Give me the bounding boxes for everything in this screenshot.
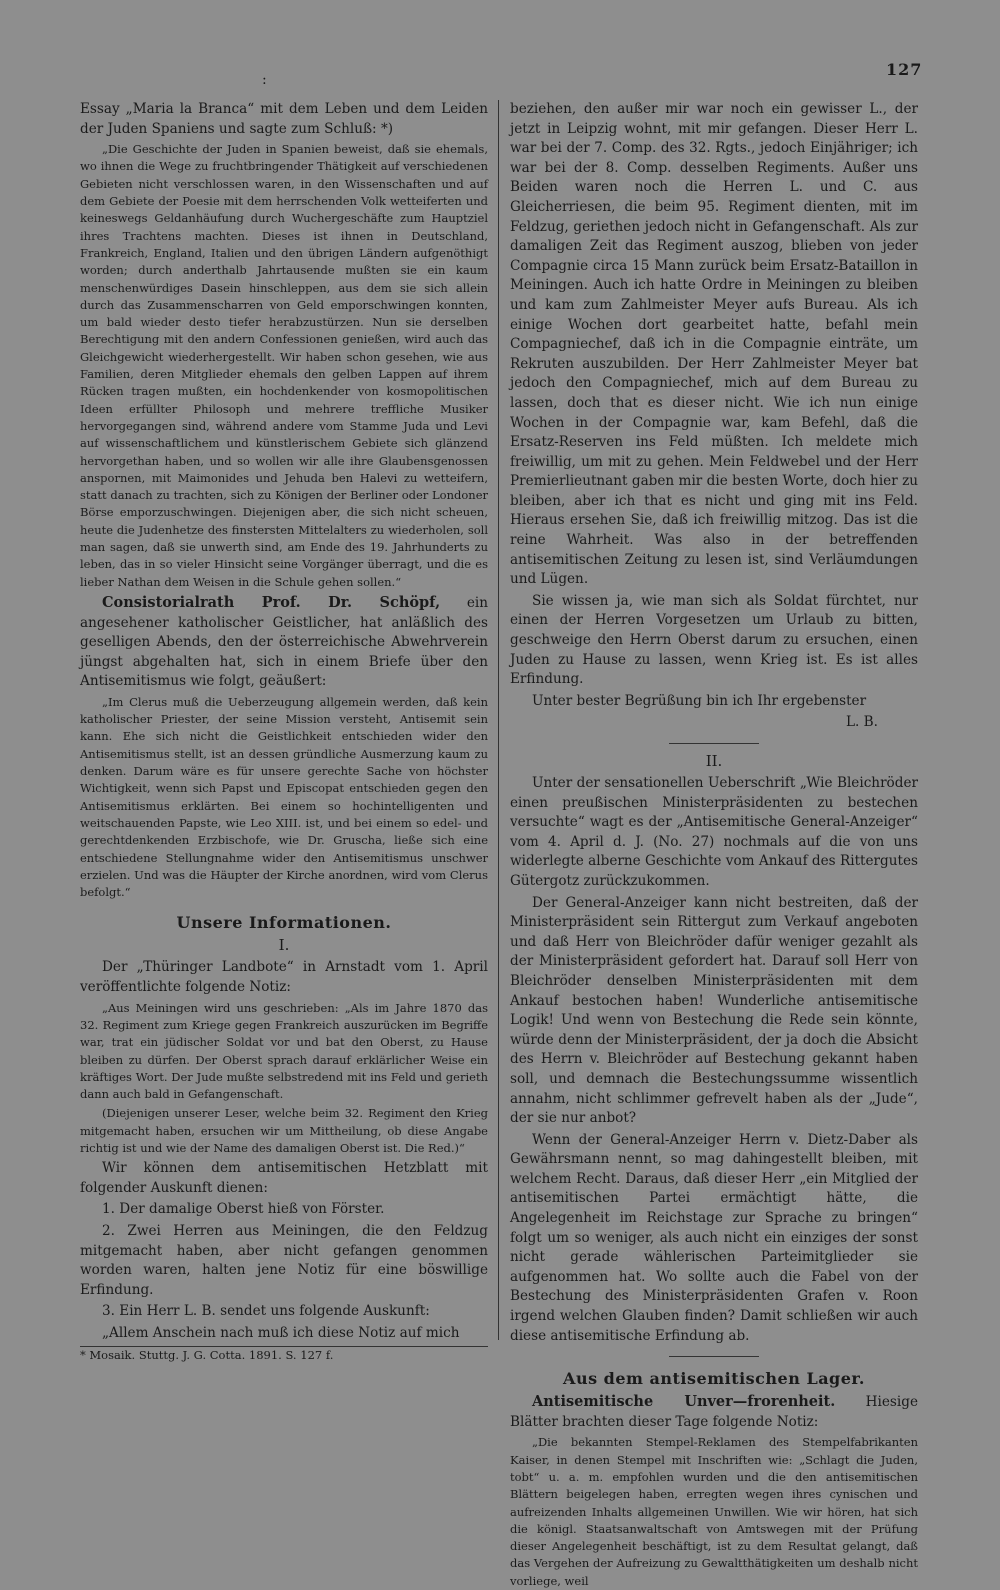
- page-number: 127: [886, 60, 923, 79]
- column-rule: [498, 100, 499, 1340]
- paragraph: [510, 1392, 918, 1432]
- left-column: [80, 100, 488, 1362]
- separator: [669, 1356, 759, 1357]
- list-item: 2. Zwei Herren aus Meiningen, die den Feldzug mitgemacht haben, aber nicht gefangen genommen worden waren, halten jene Notiz für eine böswillige Erfindung.: [80, 1223, 488, 1298]
- paragraph-text: Hiesige Blätter brachten dieser Tage folgende Notiz:: [510, 1394, 918, 1430]
- footnote: * Mosaik. Stuttg. J. G. Cotta. 1891. S. 127 f.: [80, 1346, 488, 1363]
- quotation: „Die Geschichte der Juden in Spanien beweist, daß sie ehemals, wo ihnen die Wege zu fruchtbringender Thätigkeit auf verschiedenen Gebieten nicht verschlossen waren, in den Wissenschaften und auf dem Gebiete der Poesie mit dem herrschenden Volk wetteiferten und keineswegs Geldanhäufung durch Wuchergeschäfte zum Hauptziel ihres Trachtens machten. Dieses ist ihnen in Deutschland, Frankreich, England, Italien und den übrigen Ländern aufgenöthigt worden; durch anderthalb Jahrtausende mußten sie ein kaum menschenwürdiges Dasein hinschleppen, aus dem sie sich allein durch das Zusammenscharren von Geld emporschwingen konnten, um bald wieder desto tiefer herabzustürzen. Nun sie derselben Berechtigung mit den andern Confessionen genießen, wird auch das Gleichgewicht wiederhergestellt. Wir haben schon gesehen, wie aus Familien, deren Mitglieder ehemals den gelben Lappen auf ihrem Rücken tragen mußten, ein hochdenkender von kosmopolitischen Ideen erfüllter Philosoph und mehrere treffliche Musiker hervorgegangen sind, während andere vom Stamme Juda und Levi auf wissenschaftlichem und künstlerischem Gebiete sich glänzend hervorgethan haben, und so wollen wir alle ihre Glaubensgenossen anspornen, mit Maimonides und Jehuda ben Halevi zu wetteifern, statt danach zu trachten, sich zu Königen der Berliner oder Londoner Börse emporzuschwingen. Diejenigen aber, die sich nicht scheuen, heute die Judenhetze des finstersten Mittelalters zu wiederholen, soll man sagen, daß sie unwerth sind, am Ende des 19. Jahrhunderts zu leben, das in so vieler Hinsicht seine Vorgänger überragt, und die es lieber Nathan dem Weisen in die Schule gehen sollen.“: [80, 142, 488, 589]
- separator: [669, 743, 759, 744]
- section-number: I.: [278, 936, 290, 955]
- paragraph: [80, 593, 488, 692]
- subheading: Antisemitische Unver—frorenheit.: [532, 1393, 836, 1411]
- paragraph: Der „Thüringer Landbote“ in Arnstadt vom 1. April veröffentlichte folgende Notiz:: [80, 959, 488, 996]
- quotation: „Aus Meiningen wird uns geschrieben: „Als im Jahre 1870 das 32. Regiment zum Kriege gegen Frankreich auszurücken im Begriffe war, trat ein jüdischer Soldat vor und bat den Oberst, zu Hause bleiben zu dürfen. Der Oberst sprach darauf erklärlicher Weise ein kräftiges Wort. Der Jude mußte selbstredend mit ins Feld und gerieth dann auch bald in Gefangenschaft.: [80, 1000, 488, 1102]
- paragraph: Wenn der General-Anzeiger Herrn v. Dietz-Daber als Gewährsmann nennt, so mag dahingestellt bleiben, mit welchem Recht. Daraus, daß dieser Herr „ein Mitglied der antisemitischen Partei ermächtigt hätte, die Angelegenheit im Reichstage zur Sprache zu bringen“ folgt um so weniger, als auch nicht ein einziges der sonst nicht gerade wählerischen Parteimitglieder sie aufgenommen hat. Wo sollte auch die Fabel von der Bestechung des Ministerpräsidenten Grafen v. Roon irgend welchen Glauben finden? Damit schließen wir auch diese antisemitische Erfindung ab.: [510, 1131, 918, 1344]
- paragraph-text: ein angesehener katholischer Geistlicher, hat anläßlich des geselligen Abends, den der österreichische Abwehrverein jüngst abgehalten hat, sich in einem Briefe über den Antisemitismus wie folgt, geäußert:: [80, 594, 488, 690]
- right-column: [510, 100, 918, 1588]
- paragraph: „Allem Anschein nach muß ich diese Notiz auf mich: [102, 1325, 460, 1342]
- list-item: 3. Ein Herr L. B. sendet uns folgende Auskunft:: [102, 1303, 430, 1320]
- paragraph: Wir können dem antisemitischen Hetzblatt mit folgender Auskunft dienen:: [80, 1160, 488, 1196]
- paragraph: Der General-Anzeiger kann nicht bestreiten, daß der Ministerpräsident sein Rittergut zum Verkauf angeboten und daß Herr von Bleichröder dafür weniger gezahlt als der Ministerpräsident gefordert hat. Darauf soll Herr von Bleichröder denselben Ministerpräsidenten mit dem Ankauf bestochen haben! Wunderliche antisemitische Logik! Und wenn von Bestechung die Rede sein könnte, würde denn der Ministerpräsident, der ja doch die Absicht des Herrn v. Bleichröder auf Bestechung gekannt haben soll, und demnach die Bestechungssumme wissentlich annahm, nicht schlimmer gefrevelt haben als der „Jude“, der sie nur anbot?: [510, 894, 918, 1127]
- page-mark: :: [262, 72, 267, 88]
- paragraph: Sie wissen ja, wie man sich als Soldat fürchtet, nur einen der Herren Vorgesetzen um Urlaub zu bitten, geschweige den Herrn Oberst darum zu ersuchen, einen Juden zu Hause zu lassen, wenn Krieg ist. Es ist alles Erfindung.: [510, 592, 918, 688]
- paragraph: Essay „Maria la Branca“ mit dem Leben und dem Leiden der Juden Spaniens und sagte zum Schluß: *): [80, 101, 488, 137]
- list-item: 1. Der damalige Oberst hieß von Förster.: [102, 1201, 385, 1218]
- section-heading: Aus dem antisemitischen Lager.: [563, 1369, 865, 1389]
- paragraph: beziehen, den außer mir war noch ein gewisser L., der jetzt in Leipzig wohnt, mit mir gefangen. Dieser Herr L. war bei der 7. Comp. des 32. Rgts., jedoch Einjähriger; ich war bei der 8. Comp. desselben Regiments. Außer uns Beiden waren noch die Herren L. und C. aus Gleicherriesen, die beim 95. Regiment dienten, mit im Feldzug, geriethen jedoch nicht in Gefangenschaft. Als zur damaligen Zeit das Regiment auszog, blieben von jeder Compagnie circa 15 Mann zurück beim Ersatz-Bataillon in Meiningen. Auch ich hatte Ordre in Meiningen zu bleiben und kam zum Zahlmeister Meyer aufs Bureau. Als ich einige Wochen dort gearbeitet hatte, befahl mein Compagniechef, daß ich in die Compagnie einträte, um Rekruten auszubilden. Der Herr Zahlmeister Meyer bat jedoch den Compagniechef, mich auf dem Bureau zu lassen, doch that es dieser nicht. Wie ich nun einige Wochen in der Compagnie war, kam Befehl, daß die Ersatz-Reserven ins Feld müßten. Ich meldete mich freiwillig, um mit zu gehen. Mein Feldwebel und der Herr Premierlieutnant gaben mir die besten Worte, doch hier zu bleiben, aber ich that es nicht und ging mit ins Feld. Hieraus ersehen Sie, daß ich freiwillig mitzog. Das ist die reine Wahrheit. Was also in der betreffenden antisemitischen Zeitung zu lesen ist, sind Verläumdungen und Lügen.: [510, 101, 918, 588]
- editor-note: (Diejenigen unserer Leser, welche beim 32. Regiment den Krieg mitgemacht haben, ersuchen wir um Mittheilung, ob diese Angabe richtig ist und wie der Name des damaligen Oberst ist. Die Red.)“: [80, 1106, 488, 1155]
- paragraph: Unter der sensationellen Ueberschrift „Wie Bleichröder einen preußischen Ministerpräsidenten zu bestechen versuchte“ wagt es der „Antisemitische General-Anzeiger“ vom 4. April d. J. (No. 27) nochmals auf die von uns widerlegte alberne Geschichte vom Ankauf des Rittergutes Gütergotz zurückzukommen.: [510, 775, 918, 889]
- paragraph: Unter bester Begrüßung bin ich Ihr ergebenster: [532, 692, 867, 709]
- quotation: „Im Clerus muß die Ueberzeugung allgemein werden, daß kein katholischer Priester, der seine Mission versteht, Antisemit sein kann. Ehe sich nicht die Geistlichkeit entschieden wider den Antisemitismus stellt, ist an dessen gründliche Ausmerzung kaum zu denken. Darum wäre es für unsere gerechte Sache von höchster Wichtigkeit, wenn sich Papst und Episcopat entschieden gegen den Antisemitismus erklärten. Bei einem so hochintelligenten und weitschauenden Papste, wie Leo XIII. ist, und bei einem so edel- und gerechtdenkenden Erzbischofe, wie Dr. Gruscha, ließe sich eine entschiedene Stellungnahme wider den Antisemitismus unschwer erzielen. Und was die Häupter der Kirche anordnen, wird vom Clerus befolgt.“: [80, 694, 488, 900]
- quotation: „Die bekannten Stempel-Reklamen des Stempelfabrikanten Kaiser, in denen Stempel mit Inschriften wie: „Schlagt die Juden, tobt“ u. a. m. empfohlen wurden und die den antisemitischen Blättern beigelegen haben, erregten wegen ihres cynischen und aufreizenden Inhalts allgemeinen Unwillen. Wie wir hören, hat sich die königl. Staatsanwaltschaft von Amtswegen mit der Prüfung dieser Angelegenheit beschäftigt, ist zu dem Resultat gelangt, daß das Vergehen der Aufreizung zu Gewaltthätigkeiten um deshalb nicht vorliege, weil: [510, 1435, 918, 1588]
- section-heading: Unsere Informationen.: [176, 913, 392, 933]
- section-number: II.: [705, 752, 723, 770]
- person-name: Consistorialrath Prof. Dr. Schöpf,: [102, 593, 441, 611]
- signature: L. B.: [846, 714, 878, 731]
